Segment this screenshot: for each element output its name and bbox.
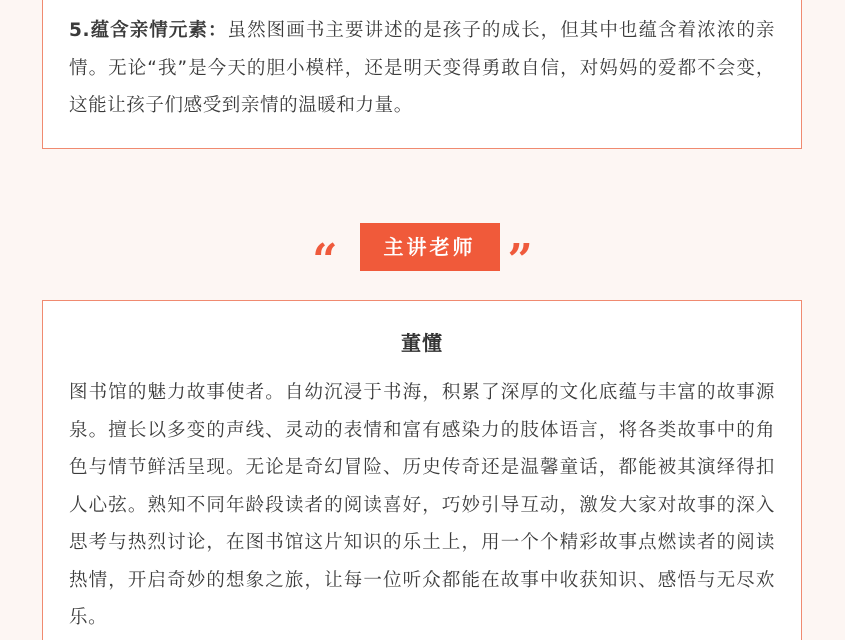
feature-paragraph — [69, 12, 775, 125]
feature-title: 5.蕴含亲情元素： — [69, 20, 228, 41]
feature-text: 虽然图画书主要讲述的是孩子的成长，但其中也蕴含着浓浓的亲情。无论“我”是今天的胆小模样，还是明天变得勇敢自信，对妈妈的爱都不会变，这能让孩子们感受到亲情的温暖和力量。 — [69, 20, 775, 116]
speaker-card — [42, 300, 802, 640]
close-quote-icon: ” — [507, 235, 533, 286]
speaker-name: 董懂 — [401, 331, 443, 355]
open-quote-icon: “ — [312, 235, 338, 286]
section-title-badge: 主讲老师 — [360, 223, 500, 271]
previous-section-card — [42, 0, 802, 149]
speaker-bio: 图书馆的魅力故事使者。自幼沉浸于书海，积累了深厚的文化底蕴与丰富的故事源泉。擅长以多变的声线、灵动的表情和富有感染力的肢体语言，将各类故事中的角色与情节鲜活呈现。无论是奇幻冒险、历史传奇还是温馨童话，都能被其演绎得扣人心弦。熟知不同年龄段读者的阅读喜好，巧妙引导互动，激发大家对故事的深入思考与热烈讨论，在图书馆这片知识的乐土上，用一个个精彩故事点燃读者的阅读热情，开启奇妙的想象之旅，让每一位听众都能在故事中收获知识、感悟与无尽欢乐。 — [69, 382, 775, 628]
section-heading — [0, 222, 845, 286]
